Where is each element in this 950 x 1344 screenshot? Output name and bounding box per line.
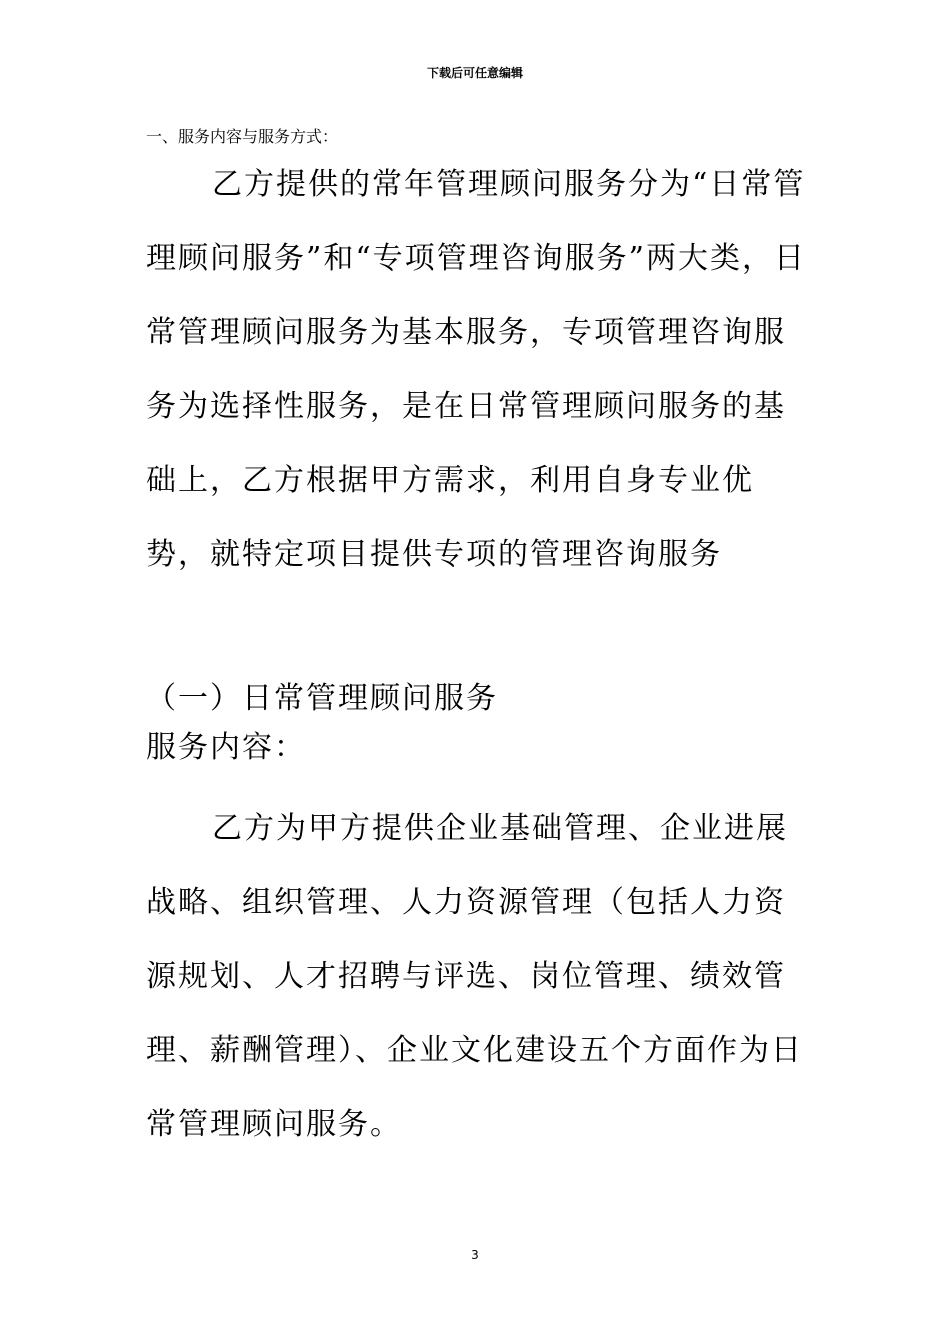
content-label: 服务内容：: [146, 730, 306, 765]
paragraph-text: 乙方提供的常年管理顾问服务分为“日常管理顾问服务”和“专项管理咨询服务”两大类，日常管理顾问服务为基本服务，专项管理咨询服务为选择性服务，是在日常管理顾问服务的基础上，乙方根据甲方需求，利用自身专业优势，就特定项目提供专项的管理咨询服务: [146, 167, 807, 572]
section-heading: 一、服务内容与服务方式：: [146, 127, 339, 146]
page-header: 下载后可任意编辑: [426, 66, 523, 80]
paragraph-service-overview: [146, 148, 810, 592]
page-number: 3: [471, 1248, 479, 1262]
paragraph-text: 乙方为甲方提供企业基础管理、企业进展战略、组织管理、人力资源管理（包括人力资源规划、人才招聘与评选、岗位管理、绩效管理、薪酬管理）、企业文化建设五个方面作为日常管理顾问服务。: [146, 811, 803, 1142]
paragraph-daily-service: [146, 792, 810, 1162]
subsection-title: （一）日常管理顾问服务: [146, 681, 498, 716]
